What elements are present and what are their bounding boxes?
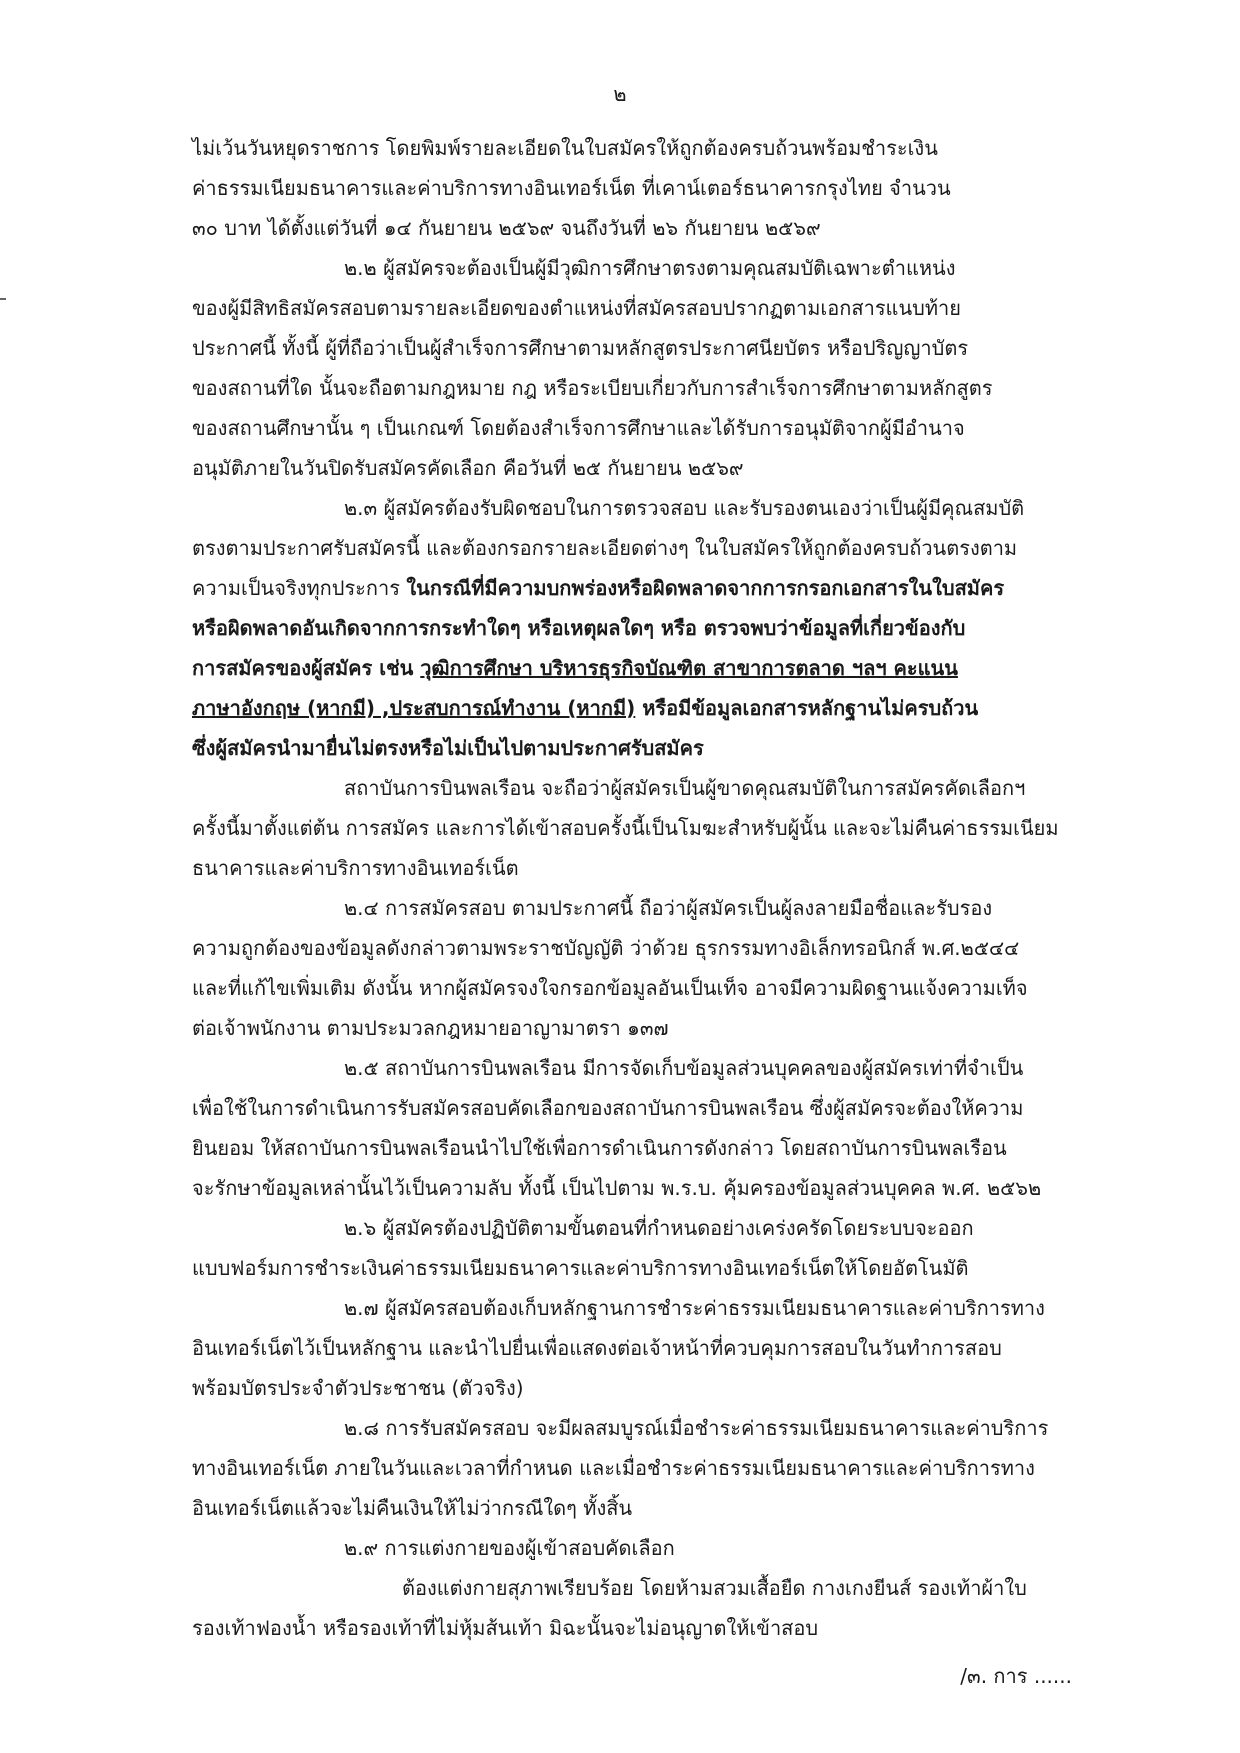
clause-2-2: ๒.๒ ผู้สมัครจะต้องเป็นผู้มีวุฒิการศึกษาตรงตามคุณสมบัติเฉพาะตำแหน่ง [344, 256, 956, 280]
underlined-text: ภาษาอังกฤษ (หากมี) ,ประสบการณ์ทำงาน (หากมี) [192, 696, 636, 720]
text-line: และที่แก้ไขเพิ่มเติม ดังนั้น หากผู้สมัครจงใจกรอกข้อมูลอันเป็นเท็จ อาจมีความผิดฐานแจ้งความเท็จ [192, 976, 1028, 1000]
text-segment: การสมัครของผู้สมัคร เช่น [192, 656, 421, 680]
text-line: เพื่อใช้ในการดำเนินการรับสมัครสอบคัดเลือกของสถาบันการบินพลเรือน ซึ่งผู้สมัครจะต้องให้ความ [192, 1096, 1024, 1120]
next-page-continuation: /๓. การ ...... [960, 1664, 1072, 1688]
page-number: ๒ [613, 82, 627, 106]
text-line: ตรงตามประกาศรับสมัครนี้ และต้องกรอกรายละเอียดต่างๆ ในใบสมัครให้ถูกต้องครบถ้วนตรงตาม [192, 536, 1018, 560]
clause-2-3: ๒.๓ ผู้สมัครต้องรับผิดชอบในการตรวจสอบ และรับรองตนเองว่าเป็นผู้มีคุณสมบัติ [344, 496, 1025, 520]
text-line: แบบฟอร์มการชำระเงินค่าธรรมเนียมธนาคารและค่าบริการทางอินเทอร์เน็ตให้โดยอัตโนมัติ [192, 1256, 969, 1280]
text-line: ความถูกต้องของข้อมูลดังกล่าวตามพระราชบัญญัติ ว่าด้วย ธุรกรรมทางอิเล็กทรอนิกส์ พ.ศ.๒๕๔๔ [192, 936, 1020, 960]
text-line: ธนาคารและค่าบริการทางอินเทอร์เน็ต [192, 856, 519, 880]
text-line: รองเท้าฟองน้ำ หรือรองเท้าที่ไม่หุ้มส้นเท้า มิฉะนั้นจะไม่อนุญาตให้เข้าสอบ [192, 1616, 819, 1640]
scan-edge-mark [0, 298, 6, 300]
clause-2-4: ๒.๔ การสมัครสอบ ตามประกาศนี้ ถือว่าผู้สมัครเป็นผู้ลงลายมือชื่อและรับรอง [344, 896, 993, 920]
text-line: ของสถานที่ใด นั้นจะถือตามกฎหมาย กฎ หรือระเบียบเกี่ยวกับการสำเร็จการศึกษาตามหลักสูตร [192, 376, 993, 400]
text-line: พร้อมบัตรประจำตัวประชาชน (ตัวจริง) [192, 1376, 524, 1400]
text-line: อนุมัติภายในวันปิดรับสมัครคัดเลือก คือวันที่ ๒๕ กันยายน ๒๕๖๙ [192, 456, 744, 480]
text-line: ของผู้มีสิทธิสมัครสอบตามรายละเอียดของตำแหน่งที่สมัครสอบปรากฏตามเอกสารแนบท้าย [192, 296, 961, 320]
bold-warning-text: ในกรณีที่มีความบกพร่องหรือผิดพลาดจากการกรอกเอกสารในใบสมัคร [406, 576, 1005, 600]
clause-2-8: ๒.๘ การรับสมัครสอบ จะมีผลสมบูรณ์เมื่อชำระค่าธรรมเนียมธนาคารและค่าบริการ [344, 1416, 1049, 1440]
clause-2-6: ๒.๖ ผู้สมัครต้องปฏิบัติตามขั้นตอนที่กำหนดอย่างเคร่งครัดโดยระบบจะออก [344, 1216, 974, 1240]
clause-2-7: ๒.๗ ผู้สมัครสอบต้องเก็บหลักฐานการชำระค่าธรรมเนียมธนาคารและค่าบริการทาง [344, 1296, 1045, 1320]
text-line [192, 568, 1072, 608]
text-line: อินเทอร์เน็ตแล้วจะไม่คืนเงินให้ไม่ว่ากรณีใดๆ ทั้งสิ้น [192, 1496, 633, 1520]
text-line: ไม่เว้นวันหยุดราชการ โดยพิมพ์รายละเอียดในใบสมัครให้ถูกต้องครบถ้วนพร้อมชำระเงิน [192, 136, 938, 160]
text-line: จะรักษาข้อมูลเหล่านั้นไว้เป็นความลับ ทั้งนี้ เป็นไปตาม พ.ร.บ. คุ้มครองข้อมูลส่วนบุคคล พ.ศ. ๒๕๖๒ [192, 1176, 1042, 1200]
clause-2-9: ๒.๙ การแต่งกายของผู้เข้าสอบคัดเลือก [344, 1536, 675, 1560]
text-line: ครั้งนี้มาตั้งแต่ต้น การสมัคร และการได้เข้าสอบครั้งนี้เป็นโมฆะสำหรับผู้นั้น และจะไม่คืนค่าธรรมเนียม [192, 816, 1059, 840]
document-body [192, 128, 1072, 1648]
text-line: อินเทอร์เน็ตไว้เป็นหลักฐาน และนำไปยื่นเพื่อแสดงต่อเจ้าหน้าที่ควบคุมการสอบในวันทำการสอบ [192, 1336, 1002, 1360]
text-line: สถาบันการบินพลเรือน จะถือว่าผู้สมัครเป็นผู้ขาดคุณสมบัติในการสมัครคัดเลือกฯ [344, 776, 1026, 800]
text-line: ต่อเจ้าพนักงาน ตามประมวลกฎหมายอาญามาตรา ๑๓๗ [192, 1016, 669, 1040]
text-segment: หรือมีข้อมูลเอกสารหลักฐานไม่ครบถ้วน [635, 696, 979, 720]
text-line: ยินยอม ให้สถาบันการบินพลเรือนนำไปใช้เพื่อการดำเนินการดังกล่าว โดยสถาบันการบินพลเรือน [192, 1136, 1007, 1160]
clause-2-5: ๒.๕ สถาบันการบินพลเรือน มีการจัดเก็บข้อมูลส่วนบุคคลของผู้สมัครเท่าที่จำเป็น [344, 1056, 1024, 1080]
text-segment: ความเป็นจริงทุกประการ [192, 576, 407, 600]
bold-warning-text: ซึ่งผู้สมัครนำมายื่นไม่ตรงหรือไม่เป็นไปตามประกาศรับสมัคร [192, 736, 704, 760]
bold-warning-text [192, 648, 1072, 688]
bold-warning-text: หรือผิดพลาดอันเกิดจากการกระทำใดๆ หรือเหตุผลใดๆ หรือ ตรวจพบว่าข้อมูลที่เกี่ยวข้องกับ [192, 616, 966, 640]
text-line: ประกาศนี้ ทั้งนี้ ผู้ที่ถือว่าเป็นผู้สำเร็จการศึกษาตามหลักสูตรประกาศนียบัตร หรือปริญญาบัตร [192, 336, 969, 360]
bold-warning-text [192, 688, 1072, 728]
text-line: ของสถานศึกษานั้น ๆ เป็นเกณฑ์ โดยต้องสำเร็จการศึกษาและได้รับการอนุมัติจากผู้มีอำนาจ [192, 416, 965, 440]
text-line: ค่าธรรมเนียมธนาคารและค่าบริการทางอินเทอร์เน็ต ที่เคาน์เตอร์ธนาคารกรุงไทย จำนวน [192, 176, 951, 200]
text-line: ๓๐ บาท ได้ตั้งแต่วันที่ ๑๔ กันยายน ๒๕๖๙ จนถึงวันที่ ๒๖ กันยายน ๒๕๖๙ [192, 216, 821, 240]
text-line: ต้องแต่งกายสุภาพเรียบร้อย โดยห้ามสวมเสื้อยืด กางเกงยีนส์ รองเท้าผ้าใบ [402, 1576, 1027, 1600]
underlined-text: วุฒิการศึกษา บริหารธุรกิจบัณฑิต สาขาการตลาด ฯลฯ คะแนน [420, 656, 958, 680]
text-line: ทางอินเทอร์เน็ต ภายในวันและเวลาที่กำหนด และเมื่อชำระค่าธรรมเนียมธนาคารและค่าบริการทาง [192, 1456, 1035, 1480]
